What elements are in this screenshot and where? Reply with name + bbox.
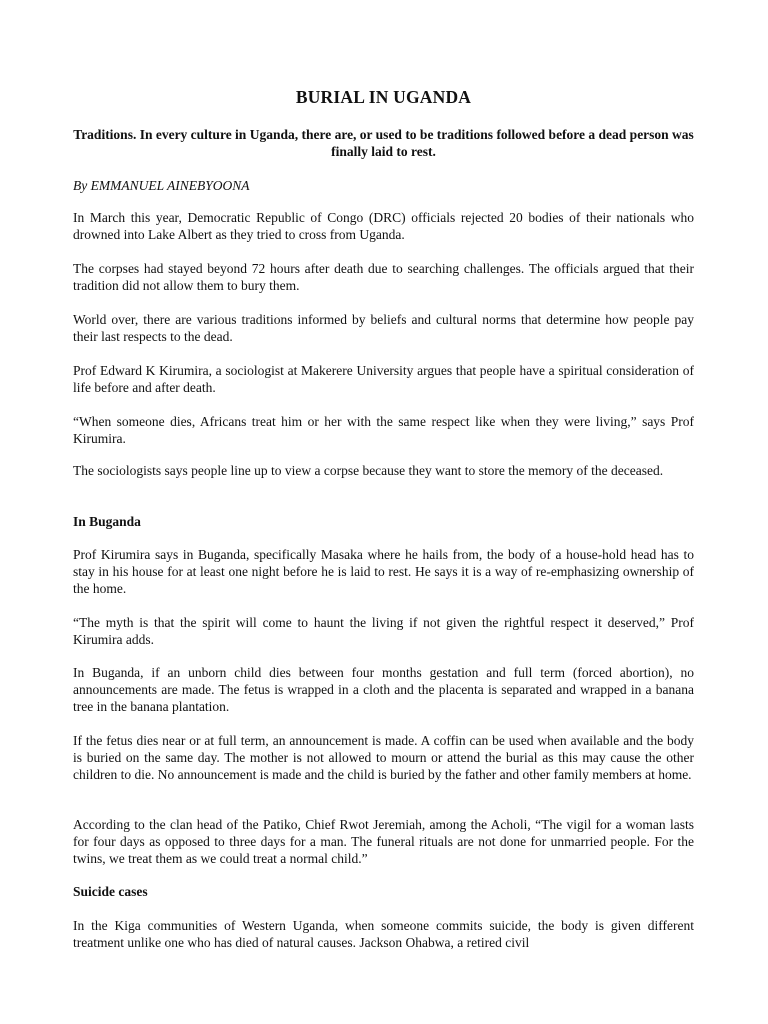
- paragraph: The sociologists says people line up to view a corpse because they want to store the memory of the deceased.: [73, 463, 664, 478]
- paragraph: Prof Edward K Kirumira, a sociologist at Makerere University argues that people have a spiritual consideration of life before and after death.: [73, 363, 694, 395]
- paragraph: Prof Kirumira says in Buganda, specifically Masaka where he hails from, the body of a house-hold head has to stay in his house for at least one night before he is laid to rest. He says it is a way of re-emphasizing ownership of the home.: [73, 547, 694, 596]
- byline: By EMMANUEL AINEBYOONA: [73, 178, 250, 193]
- paragraph: In the Kiga communities of Western Uganda, when someone commits suicide, the body is given different treatment unlike one who has died of natural causes. Jackson Ohabwa, a retired civil: [73, 918, 694, 950]
- paragraph: “When someone dies, Africans treat him or her with the same respect like when they were living,” says Prof Kirumira.: [73, 414, 694, 446]
- paragraph: According to the clan head of the Patiko, Chief Rwot Jeremiah, among the Acholi, “The vigil for a woman lasts for four days as opposed to three days for a man. The funeral rituals are not done for unmarried people. For the twins, we treat them as we could treat a normal child.”: [73, 817, 694, 866]
- paragraph: World over, there are various traditions informed by beliefs and cultural norms that determine how people pay their last respects to the dead.: [73, 312, 694, 344]
- paragraph: The corpses had stayed beyond 72 hours after death due to searching challenges. The officials argued that their tradition did not allow them to bury them.: [73, 261, 694, 293]
- paragraph: “The myth is that the spirit will come to haunt the living if not given the rightful respect it deserved,” Prof Kirumira adds.: [73, 615, 694, 647]
- paragraph: In March this year, Democratic Republic of Congo (DRC) officials rejected 20 bodies of their nationals who drowned into Lake Albert as they tried to cross from Uganda.: [73, 210, 694, 242]
- paragraph: If the fetus dies near or at full term, an announcement is made. A coffin can be used when available and the body is buried on the same day. The mother is not allowed to mourn or attend the burial as this may cause the other children to die. No announcement is made and the child is buried by the father and other family members at home.: [73, 733, 694, 782]
- document-title: BURIAL IN UGANDA: [295, 87, 472, 107]
- document-subtitle: Traditions. In every culture in Uganda, there are, or used to be traditions followed before a dead person was finally laid to rest.: [73, 127, 694, 159]
- paragraph: In Buganda, if an unborn child dies between four months gestation and full term (forced abortion), no announcements are made. The fetus is wrapped in a cloth and the placenta is separated and wrapped in a banana tree in the banana plantation.: [73, 665, 694, 714]
- section-heading-suicide: Suicide cases: [73, 884, 148, 899]
- section-heading-buganda: In Buganda: [73, 514, 141, 529]
